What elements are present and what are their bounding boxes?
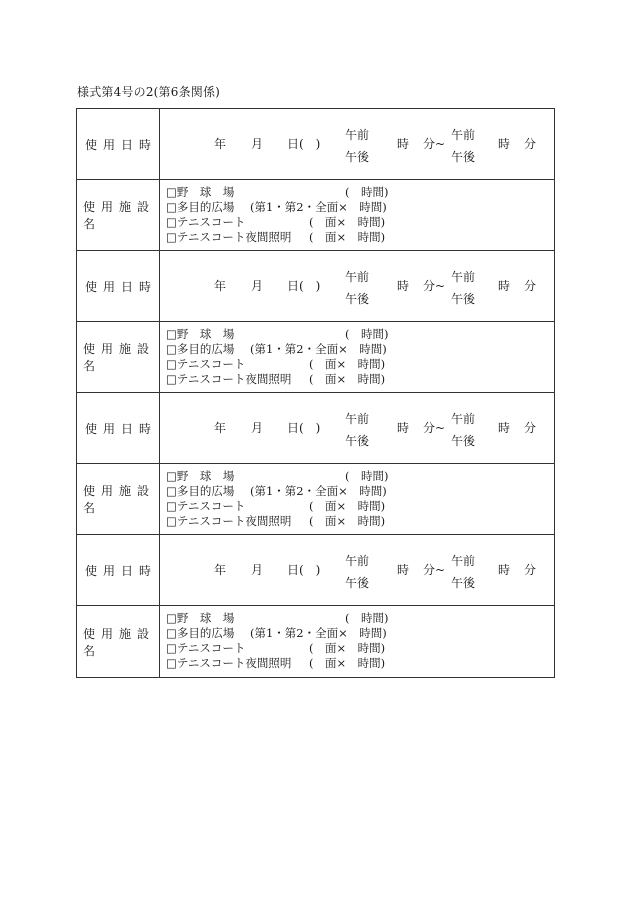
start-hour-label: 時 — [397, 137, 410, 151]
start-minute-label: 分~ — [423, 279, 446, 293]
end-minute-label: 分 — [524, 279, 537, 293]
facility-row: 使用施設名 □野 球 場 ( 時間) □多目的広場 (第1・第2・全面× 時間) □テニスコート ( 面× 時間) □テニスコート夜間照明 ( 面× 時間) — [77, 464, 554, 535]
start-minute-label: 分~ — [423, 137, 446, 151]
facility-row: 使用施設名 □野 球 場 ( 時間) □多目的広場 (第1・第2・全面× 時間) □テニスコート ( 面× 時間) □テニスコート夜間照明 ( 面× 時間) — [77, 322, 554, 393]
start-hour-label: 時 — [397, 279, 410, 293]
end-minute-label: 分 — [524, 563, 537, 577]
start-am-label: 午前 — [345, 270, 370, 284]
start-pm-label: 午後 — [345, 434, 370, 448]
start-pm-label: 午後 — [345, 150, 370, 164]
end-hour-label: 時 — [498, 563, 511, 577]
start-minute-label: 分~ — [423, 563, 446, 577]
year-label: 年 — [214, 421, 227, 435]
month-label: 月 — [251, 563, 264, 577]
end-hour-label: 時 — [498, 137, 511, 151]
end-am-label: 午前 — [451, 412, 476, 426]
usage-date-row — [77, 251, 554, 322]
end-hour-label: 時 — [498, 421, 511, 435]
end-pm-label: 午後 — [451, 292, 476, 306]
start-minute-label: 分~ — [423, 421, 446, 435]
month-label: 月 — [251, 421, 264, 435]
start-hour-label: 時 — [397, 421, 410, 435]
facility-row: 使用施設名 □野 球 場 ( 時間) □多目的広場 (第1・第2・全面× 時間) □テニスコート ( 面× 時間) □テニスコート夜間照明 ( 面× 時間) — [77, 606, 554, 677]
facility-label: 使用施設名 — [77, 464, 160, 534]
day-label: 日( ) — [287, 563, 321, 577]
facility-label: 使用施設名 — [77, 322, 160, 392]
usage-date-label: 使用日時 — [77, 109, 160, 179]
usage-form-table — [76, 108, 555, 678]
facility-label: 使用施設名 — [77, 180, 160, 250]
facility-label: 使用施設名 — [77, 606, 160, 677]
end-pm-label: 午後 — [451, 434, 476, 448]
year-label: 年 — [214, 563, 227, 577]
year-label: 年 — [214, 137, 227, 151]
day-label: 日( ) — [287, 137, 321, 151]
end-hour-label: 時 — [498, 279, 511, 293]
start-am-label: 午前 — [345, 412, 370, 426]
start-am-label: 午前 — [345, 554, 370, 568]
usage-date-row — [77, 393, 554, 464]
end-minute-label: 分 — [524, 137, 537, 151]
end-minute-label: 分 — [524, 421, 537, 435]
end-pm-label: 午後 — [451, 150, 476, 164]
start-pm-label: 午後 — [345, 576, 370, 590]
usage-date-row — [77, 109, 554, 180]
usage-date-label: 使用日時 — [77, 393, 160, 463]
month-label: 月 — [251, 279, 264, 293]
day-label: 日( ) — [287, 421, 321, 435]
end-am-label: 午前 — [451, 270, 476, 284]
start-am-label: 午前 — [345, 128, 370, 142]
end-am-label: 午前 — [451, 554, 476, 568]
usage-date-row — [77, 535, 554, 606]
end-am-label: 午前 — [451, 128, 476, 142]
year-label: 年 — [214, 279, 227, 293]
facility-row: 使用施設名 □野 球 場 ( 時間) □多目的広場 (第1・第2・全面× 時間) □テニスコート ( 面× 時間) □テニスコート夜間照明 ( 面× 時間) — [77, 180, 554, 251]
start-pm-label: 午後 — [345, 292, 370, 306]
month-label: 月 — [251, 137, 264, 151]
usage-date-label: 使用日時 — [77, 251, 160, 321]
day-label: 日( ) — [287, 279, 321, 293]
form-title: 様式第4号の2(第6条関係) — [77, 85, 221, 99]
usage-date-label: 使用日時 — [77, 535, 160, 605]
start-hour-label: 時 — [397, 563, 410, 577]
end-pm-label: 午後 — [451, 576, 476, 590]
